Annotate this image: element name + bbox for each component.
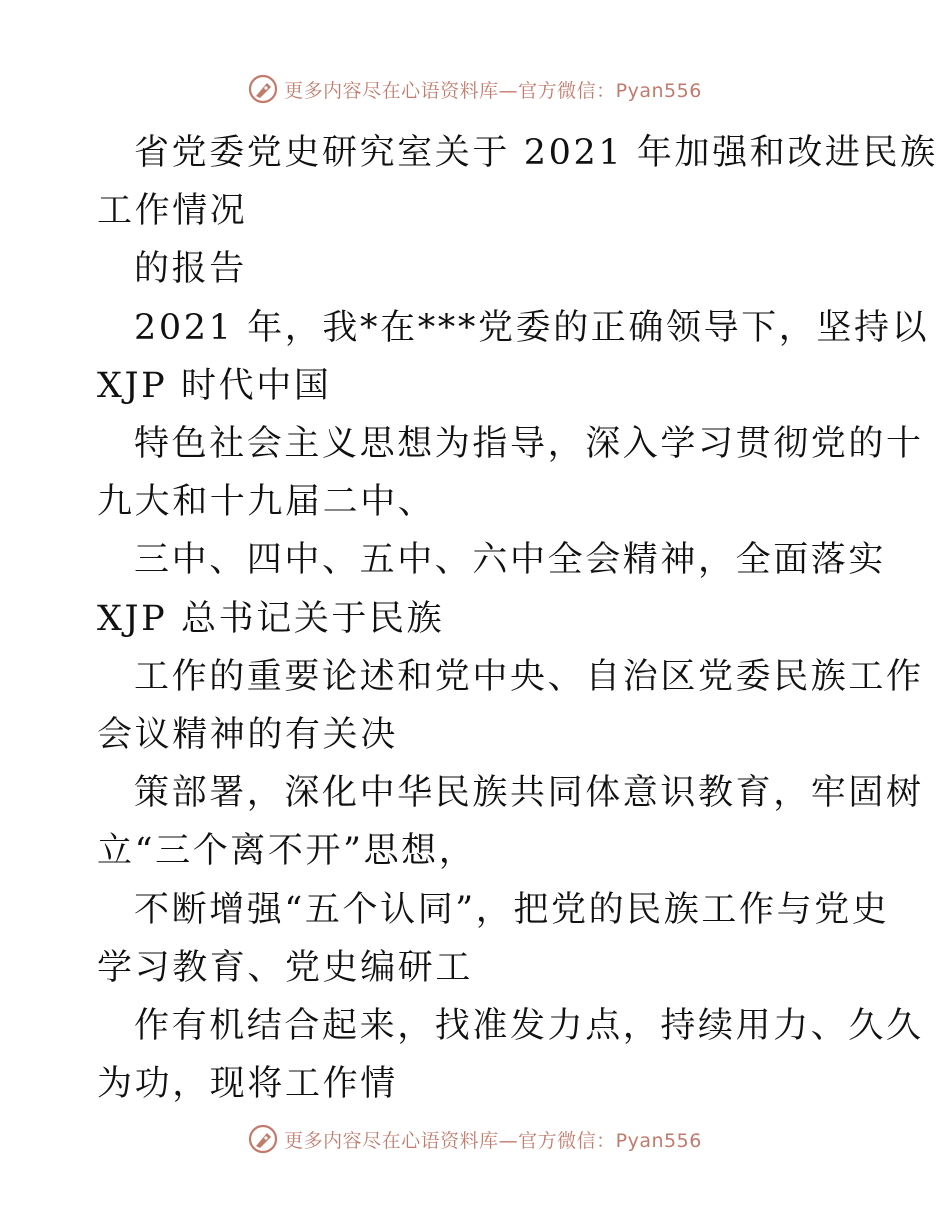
text-line: 学习教育、党史编研工 [97, 947, 474, 988]
text-line: 会议精神的有关决 [97, 715, 398, 756]
text-line: 为功，现将工作情 [97, 1064, 398, 1105]
pen-nib-logo-icon [248, 1124, 278, 1154]
text-line: 工作情况 [97, 191, 248, 232]
text-line: 策部署，深化中华民族共同体意识教育，牢固树 [134, 773, 924, 814]
text-line: 九大和十九届二中、 [97, 482, 436, 523]
footer-watermark [0, 1122, 950, 1156]
watermark-text: 更多内容尽在心语资料库—官方微信：Pyan556 [284, 79, 702, 102]
pen-nib-logo-icon [248, 74, 278, 104]
text-line: 立“三个离不开”思想， [97, 831, 477, 872]
watermark-text: 更多内容尽在心语资料库—官方微信：Pyan556 [284, 1129, 702, 1152]
text-line: XJP 总书记关于民族 [97, 598, 445, 639]
text-line: 特色社会主义思想为指导，深入学习贯彻党的十 [134, 424, 924, 465]
text-line: 省党委党史研究室关于 2021 年加强和改进民族 [134, 133, 938, 173]
header-watermark [0, 72, 950, 106]
text-line: 三中、四中、五中、六中全会精神，全面落实 [134, 540, 887, 581]
document-body [0, 124, 950, 1113]
text-line: XJP 时代中国 [97, 365, 332, 406]
text-line: 不断增强“五个认同”，把党的民族工作与党史 [134, 889, 890, 930]
text-line: 2021 年，我*在***党委的正确领导下，坚持以 [134, 307, 930, 348]
text-line: 作有机结合起来，找准发力点，持续用力、久久 [134, 1006, 924, 1047]
text-line: 的报告 [134, 249, 247, 290]
text-line: 工作的重要论述和党中央、自治区党委民族工作 [134, 656, 924, 697]
